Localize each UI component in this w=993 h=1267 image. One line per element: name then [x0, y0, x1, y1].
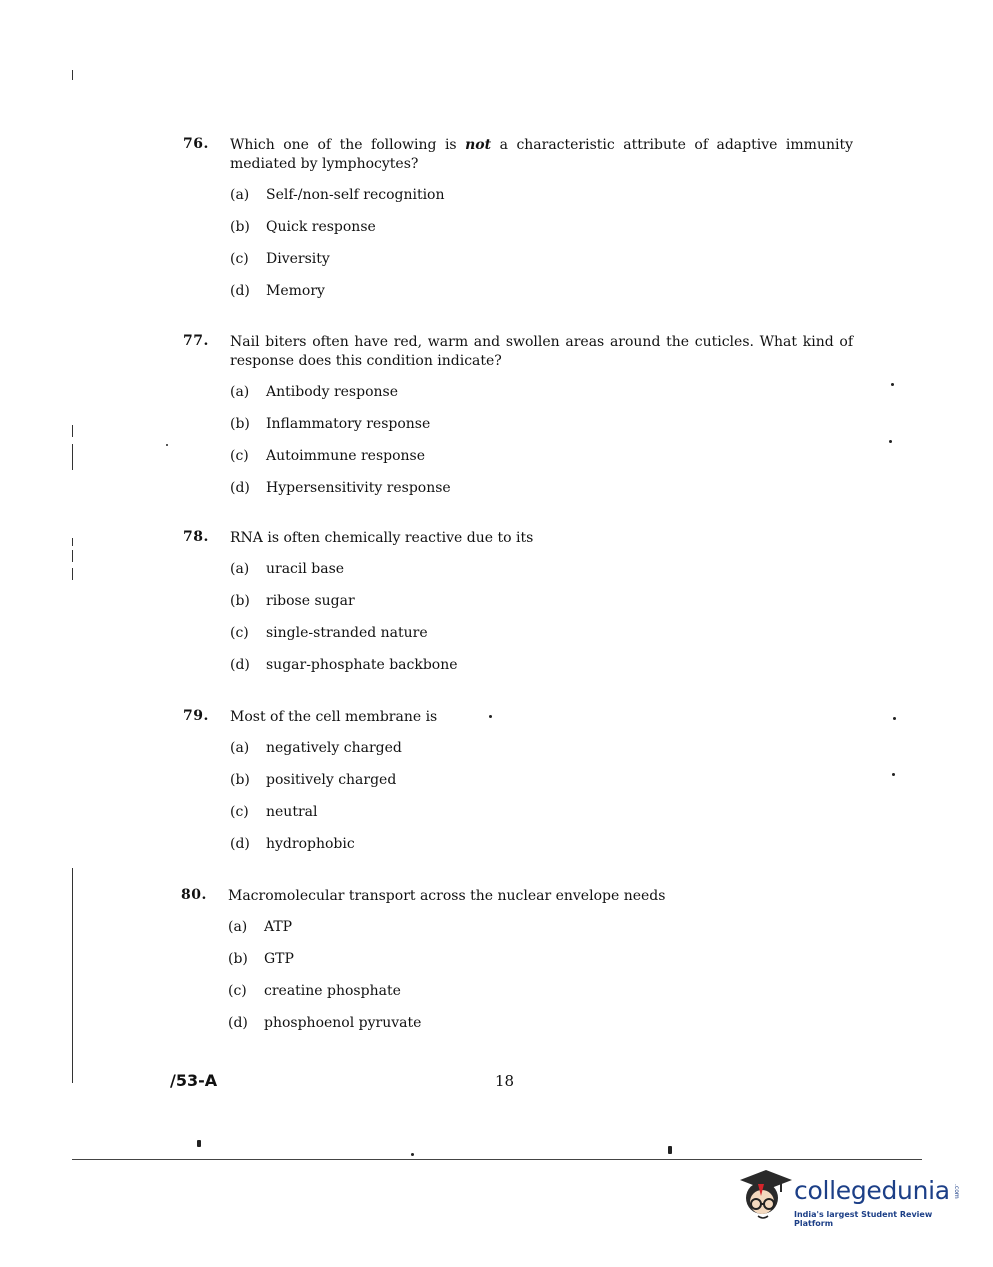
- scan-margin-line: [72, 868, 73, 1083]
- option-a: (a) negatively charged: [230, 740, 402, 756]
- option-d: (d) hydrophobic: [230, 836, 355, 852]
- option-c: (c) Diversity: [230, 251, 330, 267]
- option-d: (d) Memory: [230, 283, 325, 299]
- option-list: [228, 918, 851, 1046]
- question-77: [183, 333, 853, 511]
- option-c: (c) neutral: [230, 804, 318, 820]
- logo-tagline: India's largest Student Review Platform: [794, 1210, 933, 1228]
- scan-speck: [668, 1146, 672, 1154]
- scan-speck: [889, 440, 892, 443]
- option-b: (b) Quick response: [230, 219, 376, 235]
- question-text: RNA is often chemically reactive due to its: [230, 530, 534, 546]
- option-b: (b) Inflammatory response: [230, 416, 431, 432]
- option-d: (d) phosphoenol pyruvate: [228, 1015, 422, 1031]
- scan-margin-mark: [72, 568, 73, 580]
- option-b: (b) ribose sugar: [230, 593, 355, 609]
- option-d: (d) sugar-phosphate backbone: [230, 657, 458, 673]
- collegedunia-watermark: [736, 1164, 966, 1226]
- option-list: [230, 560, 853, 688]
- paper-code: /53-A: [170, 1071, 218, 1090]
- scan-margin-mark: [72, 425, 73, 437]
- option-a: (a) ATP: [228, 919, 293, 935]
- question-79: [183, 708, 853, 867]
- question-number: 80.: [181, 887, 207, 903]
- question-number: 77.: [183, 333, 209, 349]
- question-number: 79.: [183, 708, 209, 724]
- question-text: Most of the cell membrane is: [230, 709, 438, 725]
- question-text: Which one of the following is not a characteristic attribute of adaptive immunity mediated by lymphocytes?: [230, 137, 853, 172]
- option-a: (a) Antibody response: [230, 384, 398, 400]
- scan-speck: [197, 1140, 201, 1147]
- logo-brand: collegedunia: [794, 1176, 950, 1205]
- question-number: 78.: [183, 529, 209, 545]
- scan-margin-mark: [72, 550, 73, 562]
- page-number: 18: [495, 1072, 515, 1090]
- option-list: [230, 383, 853, 511]
- mascot-icon: [736, 1164, 796, 1226]
- page-divider: [72, 1159, 922, 1160]
- question-number: 76.: [183, 136, 209, 152]
- option-a: (a) Self-/non-self recognition: [230, 187, 445, 203]
- scan-speck: [892, 773, 895, 776]
- scan-margin-mark: [72, 538, 73, 546]
- question-text: Macromolecular transport across the nuclear envelope needs: [228, 888, 666, 904]
- option-c: (c) Autoimmune response: [230, 448, 426, 464]
- option-a: (a) uracil base: [230, 561, 345, 577]
- scan-speck: [891, 383, 894, 386]
- option-b: (b) GTP: [228, 951, 294, 967]
- option-d: (d) Hypersensitivity response: [230, 480, 451, 496]
- scan-speck: [893, 717, 896, 720]
- scan-speck: [411, 1153, 414, 1156]
- scan-margin-mark: [72, 70, 73, 80]
- emphasis-not: not: [465, 137, 492, 153]
- option-c: (c) creatine phosphate: [228, 983, 401, 999]
- option-c: (c) single-stranded nature: [230, 625, 428, 641]
- question-80: [181, 887, 851, 1046]
- question-text: Nail biters often have red, warm and swollen areas around the cuticles. What kind of response does this condition indicate?: [230, 334, 853, 369]
- scan-speck: [166, 444, 168, 446]
- option-list: [230, 186, 853, 314]
- scan-margin-mark: [72, 444, 73, 470]
- option-b: (b) positively charged: [230, 772, 397, 788]
- question-76: [183, 136, 853, 314]
- logo-suffix: .com: [953, 1184, 960, 1199]
- question-78: [183, 529, 853, 688]
- option-list: [230, 739, 853, 867]
